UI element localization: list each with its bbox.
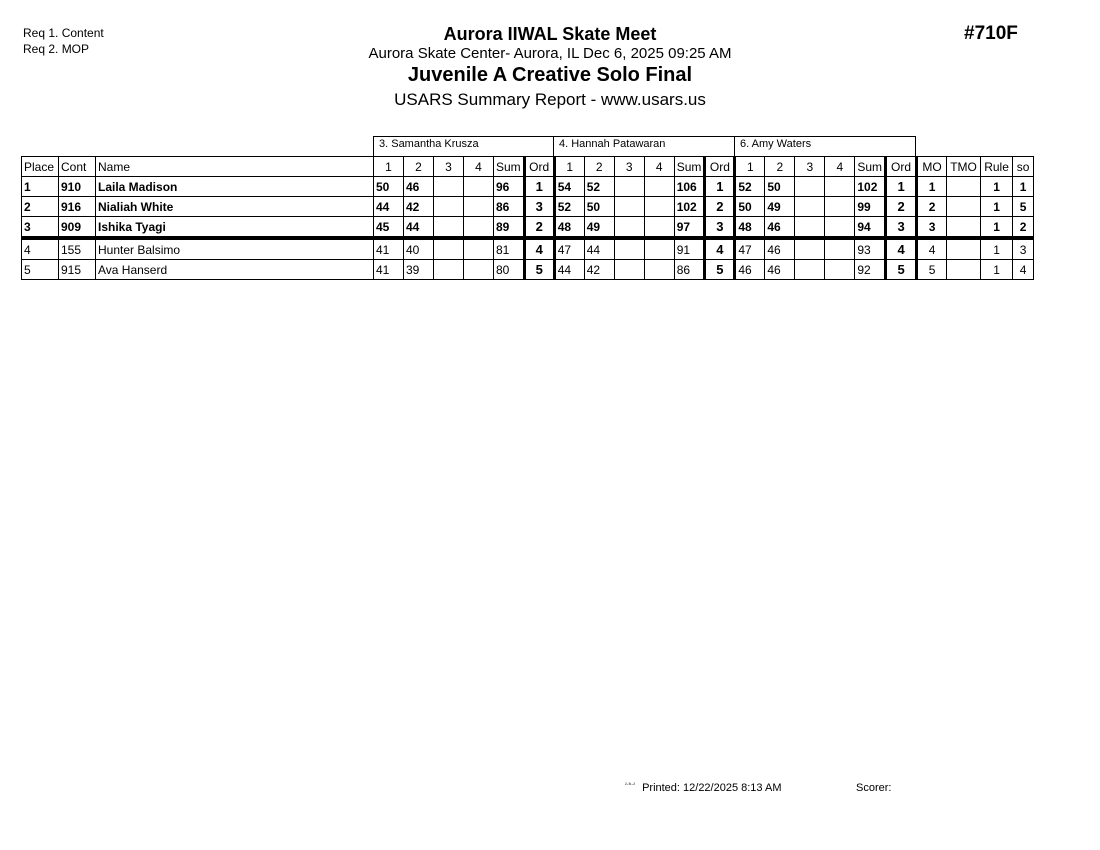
score-cell <box>795 217 825 239</box>
judge-header-2: 4. Hannah Patawaran <box>553 136 735 156</box>
score-cell <box>434 177 464 197</box>
score-cell <box>825 177 855 197</box>
col-judge-2-score-4: 4 <box>644 157 674 177</box>
col-judge-1-score-1: 1 <box>374 157 404 177</box>
score-cell: 41 <box>374 238 404 260</box>
sum-cell: 96 <box>494 177 525 197</box>
contestant-number-cell: 915 <box>59 260 96 280</box>
score-cell: 50 <box>374 177 404 197</box>
meet-location: Aurora Skate Center- Aurora, IL Dec 6, 2025 09:25 AM <box>368 45 732 62</box>
col-judge-1-sum: Sum <box>494 157 525 177</box>
so-cell: 4 <box>1013 260 1034 280</box>
score-cell: 47 <box>735 238 765 260</box>
contestant-number-cell: 916 <box>59 197 96 217</box>
score-cell <box>614 217 644 239</box>
sum-cell: 89 <box>494 217 525 239</box>
sum-cell: 93 <box>855 238 886 260</box>
place-cell: 3 <box>22 217 59 239</box>
score-cell <box>464 217 494 239</box>
ordinal-cell: 3 <box>524 197 554 217</box>
col-judge-3-ord: Ord <box>886 157 917 177</box>
ordinal-cell: 2 <box>886 197 917 217</box>
mo-cell: 3 <box>917 217 947 239</box>
score-cell: 42 <box>584 260 614 280</box>
score-cell <box>464 238 494 260</box>
score-cell: 52 <box>735 177 765 197</box>
sum-cell: 92 <box>855 260 886 280</box>
tmo-cell <box>947 260 981 280</box>
col-judge-2-sum: Sum <box>674 157 705 177</box>
col-judge-3-score-1: 1 <box>735 157 765 177</box>
score-cell <box>825 260 855 280</box>
skater-name-cell: Nialiah White <box>96 197 374 217</box>
ordinal-cell: 5 <box>524 260 554 280</box>
ordinal-cell: 4 <box>524 238 554 260</box>
ordinal-cell: 1 <box>524 177 554 197</box>
score-cell <box>464 177 494 197</box>
sum-cell: 102 <box>855 177 886 197</box>
tmo-cell <box>947 238 981 260</box>
score-cell: 50 <box>735 197 765 217</box>
rule-cell: 1 <box>981 238 1013 260</box>
place-cell: 5 <box>22 260 59 280</box>
contestant-number-cell: 909 <box>59 217 96 239</box>
score-cell: 52 <box>584 177 614 197</box>
sum-cell: 81 <box>494 238 525 260</box>
col-judge-2-score-2: 2 <box>584 157 614 177</box>
ordinal-cell: 5 <box>705 260 735 280</box>
score-cell <box>434 238 464 260</box>
col-tmo: TMO <box>947 157 981 177</box>
sum-cell: 99 <box>855 197 886 217</box>
place-cell: 1 <box>22 177 59 197</box>
sum-cell: 80 <box>494 260 525 280</box>
score-cell: 54 <box>554 177 584 197</box>
col-judge-1-score-4: 4 <box>464 157 494 177</box>
requirement-1: Req 1. Content <box>23 26 104 40</box>
score-cell <box>825 217 855 239</box>
place-cell: 4 <box>22 238 59 260</box>
score-cell: 47 <box>554 238 584 260</box>
ordinal-cell: 2 <box>705 197 735 217</box>
score-cell <box>825 197 855 217</box>
table-row <box>22 217 1034 239</box>
ordinal-cell: 1 <box>886 177 917 197</box>
score-cell <box>644 260 674 280</box>
score-cell <box>644 238 674 260</box>
score-cell: 49 <box>584 217 614 239</box>
col-cont: Cont <box>59 157 96 177</box>
score-cell: 45 <box>374 217 404 239</box>
score-cell <box>434 217 464 239</box>
printed-timestamp: Printed: 12/22/2025 8:13 AM <box>642 782 782 794</box>
score-cell <box>644 197 674 217</box>
score-cell: 40 <box>404 238 434 260</box>
score-cell <box>614 177 644 197</box>
score-cell: 46 <box>765 217 795 239</box>
meet-title: Aurora IIWAL Skate Meet <box>443 24 657 44</box>
score-cell <box>644 177 674 197</box>
score-cell: 48 <box>735 217 765 239</box>
version-mark: ²·³¹·² <box>625 782 635 788</box>
score-cell: 41 <box>374 260 404 280</box>
mo-cell: 1 <box>917 177 947 197</box>
score-cell: 50 <box>765 177 795 197</box>
skater-name-cell: Laila Madison <box>96 177 374 197</box>
so-cell: 3 <box>1013 238 1034 260</box>
col-rule: Rule <box>981 157 1013 177</box>
ordinal-cell: 1 <box>705 177 735 197</box>
scorer-label: Scorer: <box>856 782 892 794</box>
table-row <box>22 260 1034 280</box>
col-mo: MO <box>917 157 947 177</box>
tmo-cell <box>947 217 981 239</box>
score-cell <box>795 238 825 260</box>
results-table <box>21 156 1034 280</box>
requirement-2: Req 2. MOP <box>23 42 90 56</box>
tmo-cell <box>947 177 981 197</box>
so-cell: 5 <box>1013 197 1034 217</box>
rule-cell: 1 <box>981 177 1013 197</box>
sum-cell: 86 <box>674 260 705 280</box>
place-cell: 2 <box>22 197 59 217</box>
score-cell <box>434 260 464 280</box>
table-row <box>22 238 1034 260</box>
contestant-number-cell: 155 <box>59 238 96 260</box>
so-cell: 2 <box>1013 217 1034 239</box>
score-cell: 44 <box>374 197 404 217</box>
sum-cell: 86 <box>494 197 525 217</box>
score-cell: 46 <box>765 260 795 280</box>
score-cell <box>644 217 674 239</box>
col-judge-1-score-3: 3 <box>434 157 464 177</box>
sum-cell: 106 <box>674 177 705 197</box>
score-cell <box>795 260 825 280</box>
skater-name-cell: Hunter Balsimo <box>96 238 374 260</box>
score-cell <box>795 197 825 217</box>
score-cell: 46 <box>404 177 434 197</box>
mo-cell: 2 <box>917 197 947 217</box>
score-cell: 46 <box>765 238 795 260</box>
ordinal-cell: 5 <box>886 260 917 280</box>
event-code: #710F <box>964 23 1018 44</box>
score-cell: 44 <box>554 260 584 280</box>
score-cell: 48 <box>554 217 584 239</box>
col-place: Place <box>22 157 59 177</box>
col-judge-3-score-2: 2 <box>765 157 795 177</box>
rule-cell: 1 <box>981 197 1013 217</box>
ordinal-cell: 4 <box>705 238 735 260</box>
score-cell: 49 <box>765 197 795 217</box>
table-row <box>22 177 1034 197</box>
judge-header-1: 3. Samantha Krusza <box>373 136 554 156</box>
col-name: Name <box>96 157 374 177</box>
score-cell <box>614 197 644 217</box>
score-cell: 39 <box>404 260 434 280</box>
score-cell <box>795 177 825 197</box>
col-judge-3-sum: Sum <box>855 157 886 177</box>
judge-header-3: 6. Amy Waters <box>734 136 916 156</box>
rule-cell: 1 <box>981 260 1013 280</box>
mo-cell: 4 <box>917 238 947 260</box>
rule-cell: 1 <box>981 217 1013 239</box>
contestant-number-cell: 910 <box>59 177 96 197</box>
score-cell: 44 <box>584 238 614 260</box>
sum-cell: 94 <box>855 217 886 239</box>
so-cell: 1 <box>1013 177 1034 197</box>
score-cell <box>825 238 855 260</box>
score-cell <box>464 197 494 217</box>
ordinal-cell: 2 <box>524 217 554 239</box>
event-title: Juvenile A Creative Solo Final <box>407 64 693 86</box>
tmo-cell <box>947 197 981 217</box>
report-title: USARS Summary Report - www.usars.us <box>394 90 706 109</box>
score-cell: 42 <box>404 197 434 217</box>
col-judge-3-score-3: 3 <box>795 157 825 177</box>
print-info <box>625 782 782 794</box>
col-judge-1-score-2: 2 <box>404 157 434 177</box>
sum-cell: 97 <box>674 217 705 239</box>
col-judge-2-ord: Ord <box>705 157 735 177</box>
sum-cell: 91 <box>674 238 705 260</box>
mo-cell: 5 <box>917 260 947 280</box>
sum-cell: 102 <box>674 197 705 217</box>
score-cell <box>434 197 464 217</box>
ordinal-cell: 3 <box>886 217 917 239</box>
table-header-row <box>22 157 1034 177</box>
score-cell: 50 <box>584 197 614 217</box>
skater-name-cell: Ishika Tyagi <box>96 217 374 239</box>
score-cell <box>464 260 494 280</box>
score-cell: 46 <box>735 260 765 280</box>
col-judge-2-score-3: 3 <box>614 157 644 177</box>
score-cell: 52 <box>554 197 584 217</box>
col-judge-3-score-4: 4 <box>825 157 855 177</box>
score-cell: 44 <box>404 217 434 239</box>
score-cell <box>614 238 644 260</box>
col-judge-2-score-1: 1 <box>554 157 584 177</box>
score-cell <box>614 260 644 280</box>
ordinal-cell: 3 <box>705 217 735 239</box>
col-judge-1-ord: Ord <box>524 157 554 177</box>
ordinal-cell: 4 <box>886 238 917 260</box>
col-so: so <box>1013 157 1034 177</box>
table-row <box>22 197 1034 217</box>
skater-name-cell: Ava Hanserd <box>96 260 374 280</box>
